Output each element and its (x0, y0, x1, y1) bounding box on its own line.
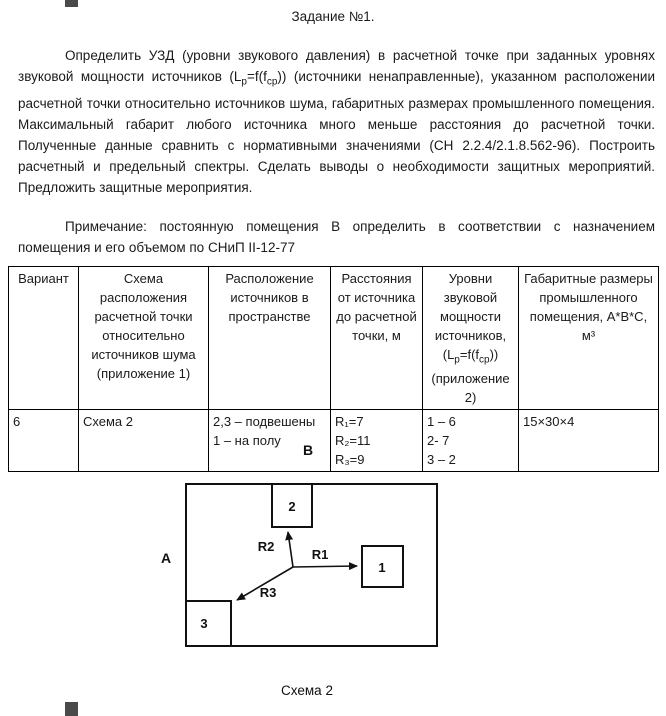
header-levels-segment: )) (приложение 2) (431, 346, 510, 406)
scheme-caption: Схема 2 (281, 683, 333, 698)
scheme-2-diagram (0, 435, 666, 716)
task-text-segment: )) (источники ненаправленные), указанном расположении расчетной точки относительно источников шума, габаритных размерах промышленного помещения. Максимальный габарит любого источника много меньше расстояния до расчетной точки. Полученные данные сравнить с нормативными значениями (СН 2.2.4/2.1.8.562-96). Построить расчетный и предельный спектры. Сделать выводы о необходимости защитных мероприятий. Предложить защитные мероприятия. (18, 69, 655, 195)
header-location: Расположение источников в пространстве (209, 266, 331, 410)
page-title: Задание №1. (291, 9, 375, 24)
header-variant: Вариант (9, 266, 79, 410)
dimension-label-a: А (160, 550, 172, 566)
source-1-label: 1 (378, 560, 386, 575)
table-header-row (9, 266, 659, 410)
source-3-box (186, 601, 231, 646)
cell-distance-line: R₂=11 (335, 433, 371, 449)
task-text-subscript: ср (266, 76, 278, 88)
header-dimensions: Габаритные размеры промышленного помещения, А*В*С, м³ (519, 266, 659, 410)
r3-label: R3 (259, 585, 277, 600)
task-text-segment: Определить УЗД (уровни звукового давления) в расчетной точке при заданных уровнях звуковой мощности источников (L (18, 48, 655, 84)
cell-variant: 6 (9, 410, 79, 472)
cell-distance-line: R₁=7 (335, 414, 364, 430)
source-2-label: 2 (288, 499, 296, 514)
header-scheme: Схема расположения расчетной точки относительно источников шума (приложение 1) (79, 266, 209, 410)
arrow-r1 (293, 566, 357, 567)
cell-levels-line: 3 – 2 (427, 452, 456, 468)
cell-location-line: 2,3 – подвешены (213, 414, 316, 430)
page-edge-mark-top (65, 0, 78, 7)
r1-label: R1 (311, 547, 329, 562)
task-text-segment: =f(f (246, 69, 267, 84)
header-levels-segment: =f(f (459, 346, 480, 362)
cell-distance-line: R₃=9 (335, 452, 365, 468)
cell-location-line: 1 – на полу (213, 433, 281, 449)
r2-label: R2 (257, 539, 275, 554)
cell-levels-line: 1 – 6 (427, 414, 456, 430)
header-levels-subscript: p (454, 354, 460, 366)
note-paragraph: Примечание: постоянную помещения В определить в соответствии с назначением помещения и его объемом по СНиП II-12-77 (18, 218, 655, 255)
header-distance: Расстояния от источника до расчетной точки, м (331, 266, 423, 410)
header-levels (423, 266, 519, 410)
header-levels-segment: Уровни звуковой мощности источников, (L (434, 270, 507, 362)
cell-scheme: Схема 2 (79, 410, 209, 472)
cell-levels-line: 2- 7 (427, 433, 450, 449)
dimension-label-b: В (302, 442, 314, 458)
task-paragraph (18, 45, 655, 198)
header-levels-subscript: ср (479, 354, 490, 366)
cell-dimensions: 15×30×4 (519, 410, 659, 472)
source-3-label: 3 (200, 616, 208, 631)
task-text-subscript: p (241, 76, 247, 88)
